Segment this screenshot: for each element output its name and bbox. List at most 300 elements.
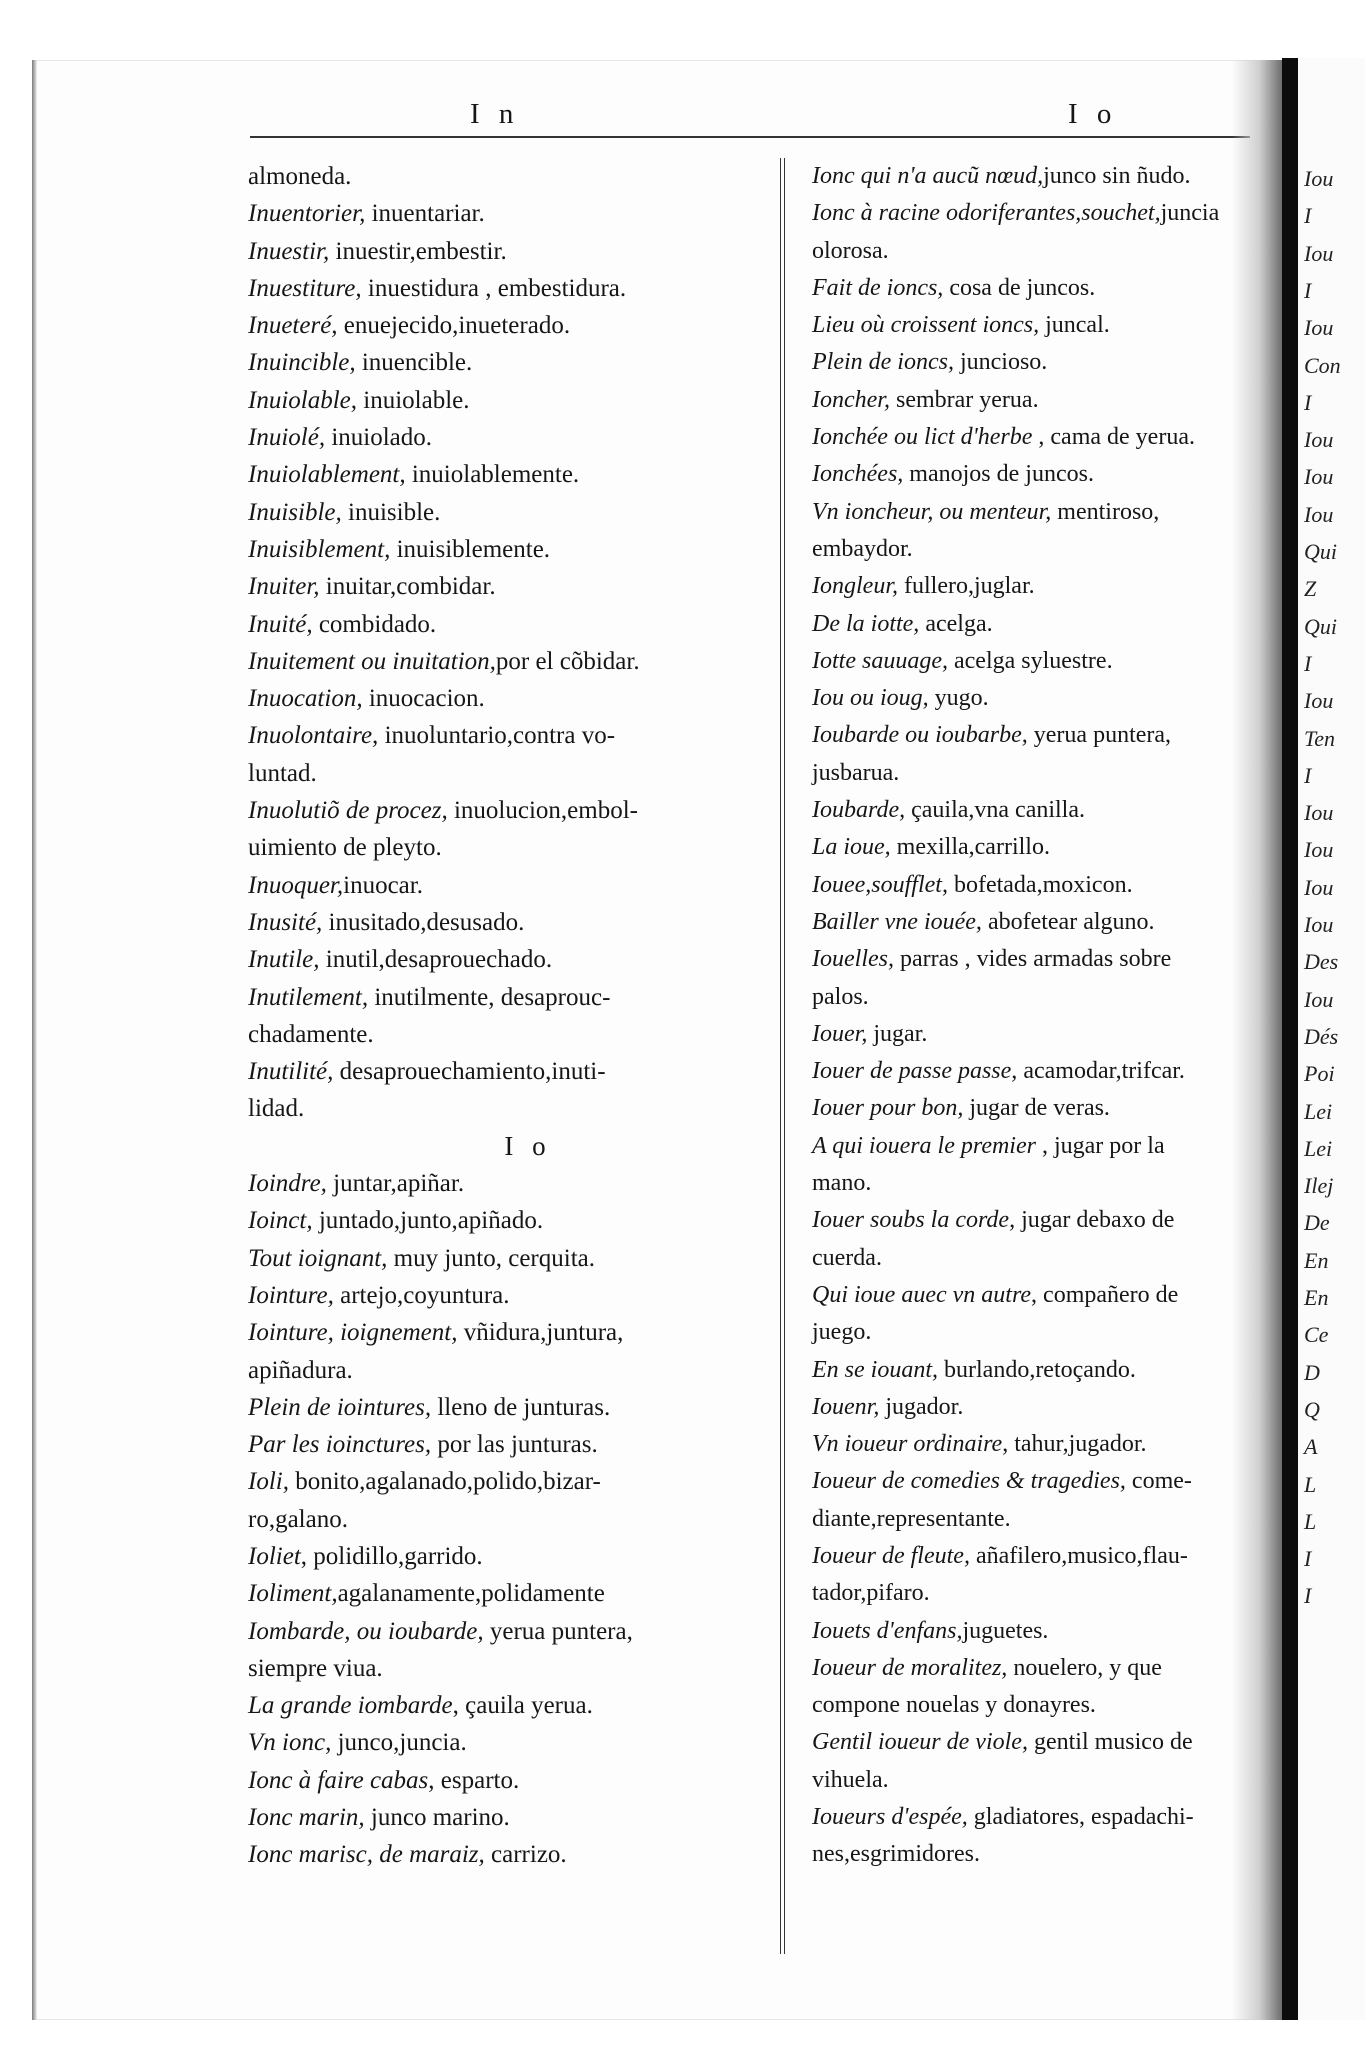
next-page-fragment: I xyxy=(1304,650,1312,676)
next-page-fragment: Iou xyxy=(1304,501,1334,527)
spanish-gloss: inutil,desaprouechado. xyxy=(319,946,553,974)
spanish-gloss: gladiatores, espadachi- xyxy=(967,1804,1194,1831)
french-headword: Ioliet xyxy=(248,1542,301,1570)
dictionary-entry xyxy=(248,158,788,195)
french-headword: Inutile, xyxy=(248,946,320,974)
dictionary-entry xyxy=(248,904,788,941)
dictionary-entry xyxy=(812,1202,1282,1239)
next-page-fragment: I xyxy=(1304,762,1312,788)
dictionary-entry xyxy=(812,1799,1282,1836)
book-gutter xyxy=(1282,58,1298,2020)
dictionary-entry xyxy=(248,1240,788,1277)
spanish-gloss: muy junto, cerquita. xyxy=(387,1244,595,1272)
running-head-right: I o xyxy=(1068,98,1118,130)
entry-continuation xyxy=(248,755,788,792)
dictionary-entry xyxy=(248,1762,788,1799)
entry-continuation xyxy=(812,233,1282,270)
header-rule xyxy=(250,136,1250,138)
dictionary-entry xyxy=(248,1538,788,1575)
spanish-gloss: diante,representante. xyxy=(812,1505,1011,1532)
dictionary-entry xyxy=(812,1352,1282,1389)
entry-continuation xyxy=(812,979,1282,1016)
dictionary-entry xyxy=(812,1650,1282,1687)
french-headword: Ioli, xyxy=(248,1468,289,1496)
next-page-fragment: Iou xyxy=(1304,240,1334,266)
dictionary-entry xyxy=(812,792,1282,829)
spanish-gloss: juncioso. xyxy=(953,349,1048,376)
dictionary-entry xyxy=(812,1053,1282,1090)
entry-continuation xyxy=(812,1762,1282,1799)
dictionary-entry xyxy=(248,1687,788,1724)
spanish-gloss: junco sin ñudo. xyxy=(1043,163,1191,189)
spanish-gloss: nes,esgrimidores. xyxy=(812,1841,980,1868)
french-headword: Iouee,soufflet, xyxy=(812,871,948,898)
next-page-fragment: I xyxy=(1304,277,1312,303)
dictionary-entry xyxy=(248,382,788,419)
french-headword: Ioubarde, xyxy=(812,797,906,824)
dictionary-entry xyxy=(812,1724,1282,1761)
dictionary-entry xyxy=(248,456,788,493)
french-headword: Ionchées, xyxy=(812,461,904,488)
spanish-gloss: juntar,apiñar. xyxy=(326,1170,465,1198)
spanish-gloss: por las junturas. xyxy=(431,1431,598,1459)
dictionary-entry xyxy=(812,307,1282,344)
dictionary-entry xyxy=(248,643,788,680)
french-headword: Iouelles, xyxy=(812,946,894,973)
french-headword: Inutilement, xyxy=(248,983,369,1011)
spanish-gloss: jugar de veras. xyxy=(963,1095,1110,1122)
spanish-gloss: enuejecido,inueterado. xyxy=(337,312,571,340)
entry-continuation xyxy=(248,829,788,866)
spanish-gloss: lidad. xyxy=(248,1095,305,1123)
french-headword: Inuité, xyxy=(248,610,313,638)
entry-continuation xyxy=(248,1352,788,1389)
spanish-gloss: apiñadura. xyxy=(248,1356,353,1384)
french-headword: Ionc à racine odoriferantes,souchet, xyxy=(812,200,1161,227)
spanish-gloss: ro,galano. xyxy=(248,1505,348,1533)
spanish-gloss: jugar. xyxy=(867,1020,928,1047)
dictionary-entry xyxy=(248,792,788,829)
dictionary-entry xyxy=(812,1090,1282,1127)
entry-continuation xyxy=(812,1687,1282,1724)
dictionary-entry xyxy=(812,717,1282,754)
dictionary-entry xyxy=(248,1314,788,1351)
spanish-gloss: inusitado,desusado. xyxy=(322,908,525,936)
next-page-fragment: En xyxy=(1304,1285,1329,1310)
dictionary-entry xyxy=(812,941,1282,978)
spanish-gloss: , jugar por la xyxy=(1035,1132,1165,1159)
spanish-gloss: añafilero,musico,flau- xyxy=(969,1542,1188,1569)
spanish-gloss: vñidura,juntura, xyxy=(457,1319,624,1347)
french-headword: Gentil ioueur de viole, xyxy=(812,1729,1028,1756)
next-page-fragment: Con xyxy=(1304,352,1341,378)
french-headword: Plein de ioncs, xyxy=(812,349,954,376)
dictionary-entry xyxy=(812,680,1282,717)
entry-continuation xyxy=(812,531,1282,568)
french-headword: Inuiolé, xyxy=(248,424,326,452)
spanish-gloss: inuestir,embestir. xyxy=(329,237,507,265)
spanish-gloss: , compañero de xyxy=(1031,1281,1179,1308)
spanish-gloss: inuiolable. xyxy=(357,386,470,414)
dictionary-entry xyxy=(248,1202,788,1239)
spanish-gloss: junco,juncia. xyxy=(331,1729,467,1757)
french-headword: Qui ioue auec vn autre xyxy=(812,1281,1032,1308)
entry-continuation xyxy=(812,1575,1282,1612)
spanish-gloss: sembrar yerua. xyxy=(889,386,1039,413)
spanish-gloss: parras , vides armadas sobre xyxy=(893,946,1172,973)
spanish-gloss: juguetes. xyxy=(962,1617,1049,1644)
entry-continuation xyxy=(812,1836,1282,1873)
french-headword: En se iouant, xyxy=(812,1356,938,1383)
french-headword: Ioindre, xyxy=(248,1170,327,1198)
spanish-gloss: inuocar. xyxy=(343,871,423,899)
next-page-fragment: I xyxy=(1304,203,1312,229)
spanish-gloss: acelga syluestre. xyxy=(947,647,1113,674)
french-headword: Inuiter, xyxy=(248,573,320,601)
spanish-gloss: jusbarua. xyxy=(812,759,900,786)
next-page-fragment: Iou xyxy=(1304,427,1334,453)
french-headword: Iouer pour bon, xyxy=(812,1095,964,1122)
french-headword: Inuitement ou inuitation, xyxy=(248,647,496,675)
french-headword: Iointure, ioignement, xyxy=(248,1319,458,1347)
french-headword: Iongleur, xyxy=(812,573,898,600)
french-headword: Ioubarde ou ioubarbe, xyxy=(812,722,1028,749)
dictionary-entry xyxy=(812,904,1282,941)
spanish-gloss: nouelero, y que xyxy=(1007,1654,1162,1681)
dictionary-entry xyxy=(812,344,1282,381)
french-headword: Iouer soubs la corde, xyxy=(812,1207,1016,1234)
dictionary-entry xyxy=(248,979,788,1016)
spanish-gloss: inuencible. xyxy=(355,349,473,377)
spanish-gloss: inuisiblemente. xyxy=(390,535,551,563)
french-headword: La grande iombarde xyxy=(248,1692,453,1720)
dictionary-entry xyxy=(812,494,1282,531)
french-headword: Ionc marin, xyxy=(248,1804,365,1832)
spanish-gloss: mexilla,carrillo. xyxy=(890,834,1050,861)
spanish-gloss: palos. xyxy=(812,983,869,1010)
french-headword: Lieu où croissent ioncs, xyxy=(812,312,1040,339)
spanish-gloss: yerua puntera, xyxy=(1027,722,1172,749)
dictionary-entry xyxy=(248,1613,788,1650)
spanish-gloss: combidado. xyxy=(312,610,437,638)
dictionary-entry xyxy=(812,419,1282,456)
entry-continuation xyxy=(248,1090,788,1127)
french-headword: Vn ioueur ordinaire xyxy=(812,1431,1003,1458)
dictionary-entry xyxy=(248,867,788,904)
dictionary-entry xyxy=(248,1277,788,1314)
french-headword: Inuolontaire, xyxy=(248,722,379,750)
dictionary-entry xyxy=(812,829,1282,866)
spanish-gloss: bofetada,moxicon. xyxy=(947,871,1133,898)
left-column xyxy=(248,158,788,1874)
spanish-gloss: inuolucion,embol- xyxy=(447,797,638,825)
french-headword: Inuolutiõ de procez, xyxy=(248,797,448,825)
french-headword: Inuisiblement, xyxy=(248,535,391,563)
dictionary-entry xyxy=(248,568,788,605)
spanish-gloss: mentiroso, xyxy=(1051,498,1160,525)
spanish-gloss: inuitar,combidar. xyxy=(319,573,496,601)
french-headword: Par les ioinctures, xyxy=(248,1431,432,1459)
next-page-fragment: Q xyxy=(1304,1396,1320,1422)
spanish-gloss: juntado,junto,apiñado. xyxy=(312,1207,544,1235)
spanish-gloss: carrizo. xyxy=(484,1841,567,1869)
spanish-gloss: mano. xyxy=(812,1170,872,1197)
spanish-gloss: embaydor. xyxy=(812,535,913,562)
next-page-fragment: Qui xyxy=(1304,613,1337,639)
next-page-fragment: De xyxy=(1304,1210,1330,1236)
spanish-gloss: almoneda. xyxy=(248,163,352,190)
spanish-gloss: artejo,coyuntura. xyxy=(333,1281,510,1309)
next-page-fragment: Lei xyxy=(1304,1135,1333,1161)
next-page-fragment: Iou xyxy=(1304,874,1334,900)
spanish-gloss: acelga. xyxy=(919,610,993,637)
dictionary-entry xyxy=(812,270,1282,307)
spanish-gloss: inuocacion. xyxy=(362,685,485,713)
french-headword: Inutilité, xyxy=(248,1058,334,1086)
next-page-fragment: Dés xyxy=(1304,1023,1339,1049)
next-page-fragment: Iou xyxy=(1304,986,1334,1012)
next-page-fragment: L xyxy=(1304,1471,1317,1497)
dictionary-entry xyxy=(248,1389,788,1426)
next-page-fragment: Qui xyxy=(1304,539,1337,564)
next-page-fragment: Iou xyxy=(1304,800,1334,826)
spanish-gloss: çauila,vna canilla. xyxy=(905,797,1085,824)
dictionary-entry xyxy=(248,531,788,568)
spanish-gloss: jugar debaxo de xyxy=(1015,1207,1175,1234)
spanish-gloss: por el cõbidar. xyxy=(495,647,640,675)
french-headword: Inueteré, xyxy=(248,312,338,340)
next-page-fragment: Iou xyxy=(1304,912,1334,937)
dictionary-entry xyxy=(248,717,788,754)
spanish-gloss: cuerda. xyxy=(812,1244,882,1271)
dictionary-entry xyxy=(248,680,788,717)
spanish-gloss: siempre viua. xyxy=(248,1654,383,1682)
dictionary-entry xyxy=(248,195,788,232)
french-headword: Ionc marisc, de maraiz, xyxy=(248,1841,485,1869)
french-headword: Ioueur de comedies & tragedies, xyxy=(812,1468,1126,1495)
dictionary-entry xyxy=(248,1724,788,1761)
spanish-gloss: juego. xyxy=(812,1319,872,1346)
spanish-gloss: acamodar,trifcar. xyxy=(1017,1058,1185,1085)
dictionary-entry xyxy=(812,1277,1282,1314)
spanish-gloss: luntad. xyxy=(248,759,317,787)
spanish-gloss: compone nouelas y donayres. xyxy=(812,1692,1096,1719)
french-headword: Inusité, xyxy=(248,908,323,936)
running-head-left: I n xyxy=(470,98,520,130)
entry-continuation xyxy=(812,755,1282,792)
dictionary-entry xyxy=(248,1426,788,1463)
next-page-fragment: Iou xyxy=(1304,688,1334,714)
spanish-gloss: yugo. xyxy=(928,685,989,712)
dictionary-entry xyxy=(812,643,1282,680)
french-headword: A qui iouera le premier xyxy=(812,1132,1036,1159)
french-headword: Ioueur de fleute, xyxy=(812,1542,970,1569)
spanish-gloss: burlando,retoçando. xyxy=(938,1356,1136,1383)
spanish-gloss: jugador. xyxy=(879,1393,964,1420)
entry-continuation xyxy=(248,1501,788,1538)
dictionary-entry xyxy=(248,1463,788,1500)
french-headword: Ionc qui n'a aucũ nœud, xyxy=(812,163,1044,189)
entry-continuation xyxy=(812,1165,1282,1202)
dictionary-entry xyxy=(248,941,788,978)
dictionary-entry xyxy=(248,307,788,344)
spanish-gloss: chadamente. xyxy=(248,1020,374,1048)
french-headword: Inuiolable, xyxy=(248,386,358,414)
dictionary-entry xyxy=(812,382,1282,419)
next-page-fragment: Des xyxy=(1304,949,1339,975)
spanish-gloss: abofetear alguno. xyxy=(981,908,1155,935)
dictionary-entry xyxy=(812,158,1282,195)
spanish-gloss: gentil musico de xyxy=(1027,1729,1193,1756)
spanish-gloss: inuiolado. xyxy=(325,424,433,452)
gutter-shadow xyxy=(1232,60,1282,2020)
entry-continuation xyxy=(248,1016,788,1053)
entry-continuation xyxy=(248,1650,788,1687)
spanish-gloss: tador,pifaro. xyxy=(812,1580,930,1607)
spanish-gloss: fullero,juglar. xyxy=(898,573,1035,600)
dictionary-entry xyxy=(812,867,1282,904)
french-headword: Ionchée ou lict d'herbe xyxy=(812,424,1033,451)
french-headword: Ioueurs d'espée, xyxy=(812,1804,968,1831)
dictionary-entry xyxy=(812,1538,1282,1575)
spanish-gloss: agalanamente,polidamente xyxy=(337,1580,605,1608)
dictionary-entry xyxy=(248,344,788,381)
spanish-gloss: vihuela. xyxy=(812,1766,889,1793)
french-headword: Iouer de passe passe, xyxy=(812,1058,1018,1085)
dictionary-entry xyxy=(812,1463,1282,1500)
french-headword: Iointure, xyxy=(248,1281,334,1309)
next-page-fragment: I xyxy=(1304,1583,1312,1609)
french-headword: Tout ioignant, xyxy=(248,1244,388,1272)
french-headword: Inuiolablement, xyxy=(248,461,406,489)
dictionary-entry xyxy=(812,1613,1282,1650)
french-headword: Ionc à faire cabas xyxy=(248,1766,429,1794)
french-headword: De la iotte, xyxy=(812,610,920,637)
french-headword: Inuestiture, xyxy=(248,274,362,302)
dictionary-entry xyxy=(812,195,1282,232)
french-headword: Ioncher, xyxy=(812,386,890,413)
spanish-gloss: cosa de juncos. xyxy=(943,274,1096,301)
french-headword: Vn ionc, xyxy=(248,1729,332,1757)
dictionary-entry xyxy=(812,606,1282,643)
dictionary-entry xyxy=(248,1836,788,1873)
next-page-fragment: Iou xyxy=(1304,464,1334,490)
spanish-gloss: yerua puntera, xyxy=(483,1617,633,1645)
spanish-gloss: inuoluntario,contra vo- xyxy=(378,722,616,750)
dictionary-entry xyxy=(812,1426,1282,1463)
section-heading: I o xyxy=(504,1130,552,1161)
next-page-fragment: Ce xyxy=(1304,1322,1329,1348)
french-headword: Iouenr, xyxy=(812,1393,880,1420)
right-column xyxy=(812,158,1282,1874)
spanish-gloss: , cama de yerua. xyxy=(1032,424,1195,451)
dictionary-entry xyxy=(248,233,788,270)
spanish-gloss: juncal. xyxy=(1039,312,1110,339)
french-headword: Plein de iointures, xyxy=(248,1393,432,1421)
french-headword: Bailler vne iouée, xyxy=(812,908,982,935)
dictionary-entry xyxy=(812,1389,1282,1426)
next-page-fragment: I xyxy=(1304,389,1312,415)
french-headword: Inuocation, xyxy=(248,685,363,713)
french-headword: Ioueur de moralitez, xyxy=(812,1654,1008,1681)
spanish-gloss: , esparto. xyxy=(428,1766,520,1794)
dictionary-entry xyxy=(248,1575,788,1612)
next-page-fragment: Iou xyxy=(1304,166,1334,191)
next-page-edge xyxy=(1298,58,1365,2020)
next-page-fragment: A xyxy=(1304,1434,1318,1460)
spanish-gloss: juncia xyxy=(1160,200,1220,227)
french-headword: Iou ou ioug, xyxy=(812,685,929,712)
french-headword: Vn ioncheur, ou menteur, xyxy=(812,498,1052,525)
next-page-fragment: En xyxy=(1304,1247,1329,1273)
french-headword: Iotte sauuage, xyxy=(812,647,948,674)
spanish-gloss: inuiolablemente. xyxy=(405,461,580,489)
dictionary-entry xyxy=(812,1016,1282,1053)
spanish-gloss: uimiento de pleyto. xyxy=(248,834,442,862)
dictionary-entry xyxy=(812,568,1282,605)
spanish-gloss: desaprouechamiento,inuti- xyxy=(333,1058,606,1086)
spanish-gloss: , polidillo,garrido. xyxy=(300,1542,483,1570)
dictionary-entry xyxy=(248,419,788,456)
french-headword: Ioinct, xyxy=(248,1207,313,1235)
dictionary-entry xyxy=(812,456,1282,493)
spanish-gloss: bonito,agalanado,polido,bizar- xyxy=(288,1468,601,1496)
next-page-fragment: Iou xyxy=(1304,837,1334,863)
spanish-gloss: inutilmente, desaprouc- xyxy=(368,983,611,1011)
french-headword: Iouets d'enfans, xyxy=(812,1617,963,1644)
dictionary-entry xyxy=(248,1165,788,1202)
spanish-gloss: inuisible. xyxy=(341,498,441,526)
dictionary-entry xyxy=(812,1128,1282,1165)
next-page-fragment: Lei xyxy=(1304,1098,1333,1124)
column-divider xyxy=(780,158,785,1954)
spanish-gloss: lleno de junturas. xyxy=(431,1393,611,1421)
entry-continuation xyxy=(812,1501,1282,1538)
spanish-gloss: inuestidura , embestidura. xyxy=(361,274,627,302)
dictionary-entry xyxy=(248,1053,788,1090)
french-headword: Inuoquer, xyxy=(248,871,344,899)
dictionary-entry xyxy=(248,1799,788,1836)
next-page-fragment: Iou xyxy=(1304,315,1334,341)
next-page-fragment: Z xyxy=(1304,576,1317,602)
spanish-gloss: junco marino. xyxy=(364,1804,510,1832)
spanish-gloss: manojos de juncos. xyxy=(903,461,1094,488)
french-headword: Iouer, xyxy=(812,1020,868,1047)
next-page-fragment: I xyxy=(1304,1546,1312,1572)
entry-continuation xyxy=(812,1314,1282,1351)
french-headword: Inuestir, xyxy=(248,237,330,265)
french-headword: Inuincible, xyxy=(248,349,356,377)
dictionary-entry xyxy=(248,494,788,531)
spanish-gloss: olorosa. xyxy=(812,237,889,264)
french-headword: Inuisible, xyxy=(248,498,342,526)
next-page-fragment: L xyxy=(1304,1508,1317,1534)
french-headword: Ioliment, xyxy=(248,1580,338,1608)
spanish-gloss: , çauila yerua. xyxy=(452,1692,593,1720)
french-headword: La ioue, xyxy=(812,834,891,861)
dictionary-entry xyxy=(248,270,788,307)
next-page-fragment: Poi xyxy=(1304,1061,1335,1087)
french-headword: Iombarde, ou ioubarde, xyxy=(248,1617,484,1645)
french-headword: Fait de ioncs, xyxy=(812,274,944,301)
dictionary-entry xyxy=(248,606,788,643)
next-page-fragment: D xyxy=(1304,1359,1320,1385)
entry-continuation xyxy=(812,1240,1282,1277)
next-page-fragment: Ten xyxy=(1304,725,1335,751)
spanish-gloss: , tahur,jugador. xyxy=(1002,1431,1147,1458)
french-headword: Inuentorier, xyxy=(248,200,366,228)
next-page-fragment: Ilej xyxy=(1304,1173,1334,1199)
